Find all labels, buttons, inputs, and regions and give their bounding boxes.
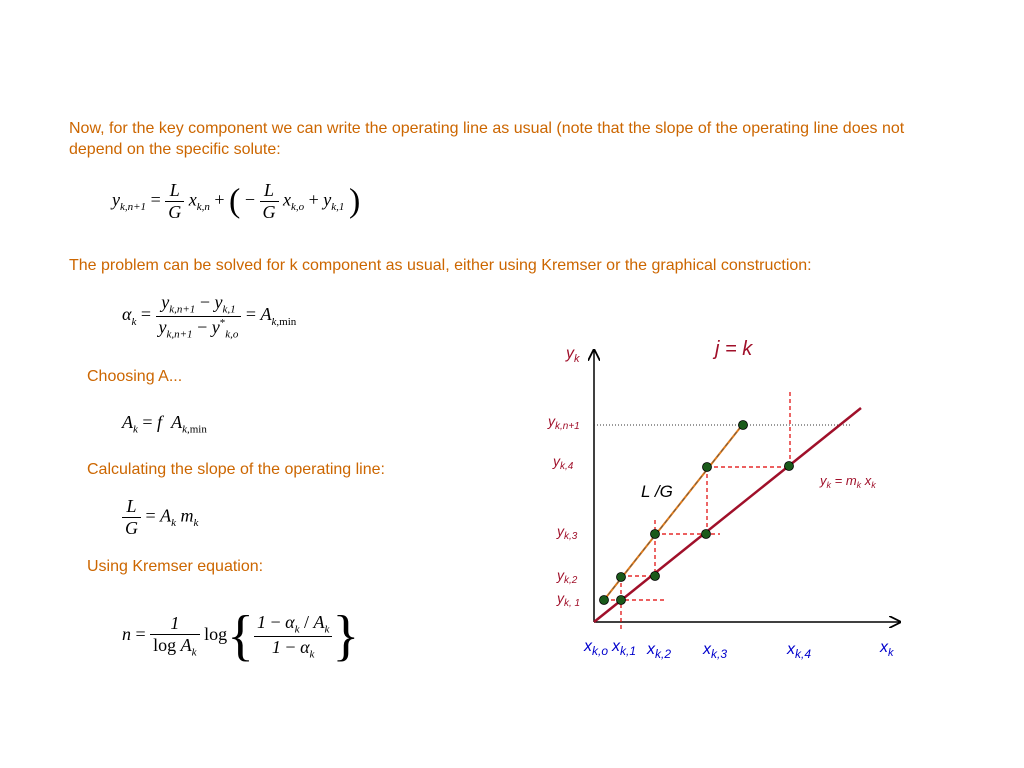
alpha-equation: $\alpha_k$ = $\frac{y_{k,n+1} - y_{k,1}}{y_{k,n+1} - y^*_{k,o}}$ = $A_{k,min}$ — [122, 292, 297, 341]
construction-steps — [604, 392, 790, 632]
kremser-paragraph: Using Kremser equation: — [87, 558, 264, 575]
y-tick: $y_{k,3}$ — [557, 523, 578, 542]
y-axis-label: $y_k$ — [566, 345, 580, 365]
y-tick: $y_{k,2}$ — [557, 567, 578, 586]
problem-paragraph: The problem can be solved for k component as usual, either using Kremser or the graphical construction: — [69, 257, 812, 274]
intro-paragraph: Now, for the key component we can write the operating line as usual (note that the slope of the operating line does not depend on the specific solute: — [69, 120, 905, 158]
equilibrium-label: $y_k = m_k$ $x_k$ — [820, 473, 876, 490]
kremser-equation: n = $\frac{1}{\log A_k}$ log{ $\frac{1 - \alpha_k / A_k}{1 - \alpha_k}$ } — [122, 605, 360, 667]
y-tick: $y_{k,4}$ — [553, 453, 574, 472]
y-tick: $y_{k, 1}$ — [557, 590, 581, 609]
slope-paragraph: Calculating the slope of the operating line: — [87, 461, 385, 478]
operating-label: L /G — [641, 482, 673, 501]
x-axis-label: $x_k$ — [880, 639, 894, 659]
x-tick: $x_{k,3}$ — [703, 641, 728, 661]
x-tick: $x_{k,4}$ — [787, 641, 812, 661]
slope-equation: $\frac{L}{G}$ = $A_k$ $m_k$ — [122, 496, 198, 539]
y-tick: $y_{k,n+1}$ — [548, 413, 580, 432]
operating-line-equation: $y_{k,n+1}$ = $\frac{L}{G}$ $x_{k,n}$ + ( − $\frac{L}{G}$ $x_{k,o} + y_{k,1}$ ) — [112, 180, 361, 222]
chart-title: j = k — [715, 338, 753, 360]
choosing-paragraph: Choosing A... — [87, 368, 183, 385]
equilibrium-line — [594, 408, 861, 622]
choose-a-equation: $A_k = f$ $A_{k,min}$ — [122, 412, 207, 436]
stage-points — [600, 421, 794, 605]
x-tick: $x_{k,1}$ — [612, 638, 637, 658]
x-tick: $x_{k,2}$ — [647, 641, 672, 661]
x-tick: $x_{k,o}$ — [584, 638, 609, 658]
